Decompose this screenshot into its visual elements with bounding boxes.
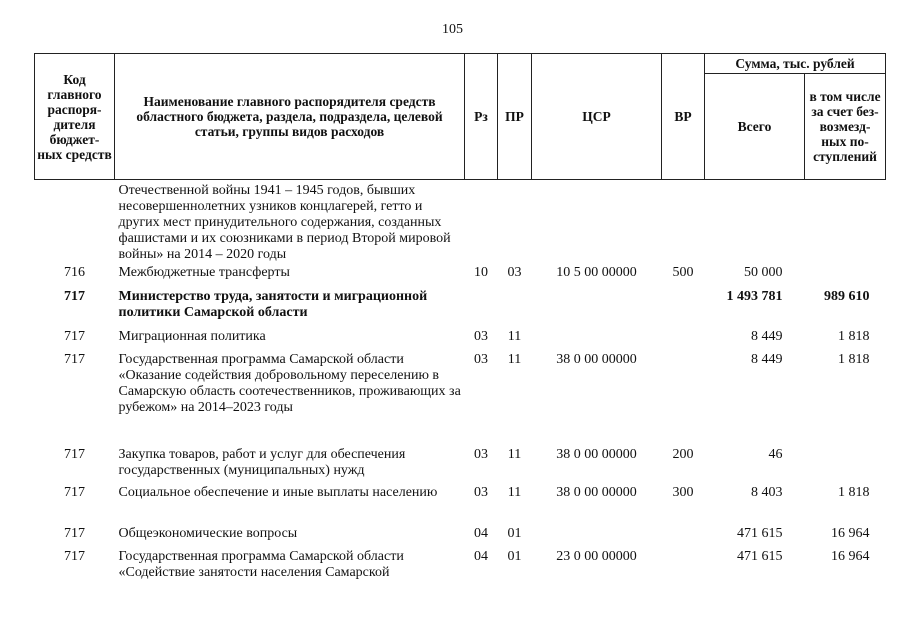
page-number: 105 [442,22,463,37]
row-code: 717 [64,525,85,541]
row-name: Государственная программа Самарской области «Содействие занятости населения Самарской [118,548,404,580]
row-grants [805,265,886,289]
row-pr: 03 [507,264,522,280]
table-row [35,447,886,485]
row-vr [662,352,705,447]
row-pr: 01 [507,548,522,564]
row-rz: 03 [474,484,488,500]
row-vr [662,526,705,549]
row-pr: 01 [507,525,522,541]
row-total: 471 615 [737,548,783,564]
row-vr: 500 [672,264,694,280]
row-pr: 11 [507,446,522,462]
row-code: 717 [64,484,85,500]
row-name: Министерство труда, занятости и миграционной политики Самарской области [118,288,428,320]
row-rz: 04 [474,548,488,564]
row-total: 471 615 [737,525,783,541]
row-rz: 03 [474,328,488,344]
row-name: Миграционная политика [118,328,266,344]
table-row [35,526,886,549]
row-grants [805,447,886,485]
row-total: 8 403 [751,484,783,500]
row-code: 717 [64,446,85,462]
header-vr: ВР [662,54,705,180]
table-row [35,485,886,526]
row-name: Общеэкономические вопросы [118,525,298,541]
row-csr: 38 0 00 00000 [556,446,637,462]
header-sum-group: Сумма, тыс. рублей [705,54,886,74]
row-code: 717 [64,288,85,304]
row-code: 717 [64,548,85,564]
header-name: Наименование главного распорядителя средств областного бюджета, раздела, подраздела, целевой статьи, группы видов расходов [115,54,465,180]
header-csr: ЦСР [532,54,662,180]
row-rz: 03 [474,351,488,367]
row-csr [532,329,662,352]
table-row [35,352,886,447]
row-csr: 23 0 00 00000 [556,548,637,564]
row-rz: 03 [474,446,488,462]
row-rz [465,289,498,329]
row-csr: 10 5 00 00000 [556,264,637,280]
row-total: 8 449 [751,328,783,344]
row-grants: 1 818 [838,351,870,367]
header-pr: ПР [498,54,532,180]
row-grants: 1 818 [838,328,870,344]
row-pr: 11 [507,484,522,500]
row-csr [532,180,662,265]
table-row [35,549,886,587]
row-vr [662,329,705,352]
row-grants: 989 610 [824,288,870,304]
row-pr: 11 [507,351,522,367]
header-rz: Рз [465,54,498,180]
row-name: Межбюджетные трансферты [118,264,290,280]
header-grants: в том числе за счет без- возмезд- ных по- ступлений [805,74,886,180]
row-total: 1 493 781 [726,288,783,304]
budget-table [34,53,886,587]
row-grants: 16 964 [831,548,870,564]
row-vr: 200 [672,446,694,462]
row-total: 50 000 [744,264,783,280]
row-total [705,180,805,265]
row-rz [465,180,498,265]
row-rz: 10 [474,264,488,280]
row-pr [498,289,532,329]
header-code: Код главного распоря- дителя бюджет- ных средств [35,54,115,180]
row-code: 717 [64,328,85,344]
row-total: 46 [768,446,783,462]
row-csr: 38 0 00 00000 [556,351,637,367]
row-pr [498,180,532,265]
row-grants [805,180,886,265]
row-vr [662,289,705,329]
row-csr [532,526,662,549]
row-grants: 16 964 [831,525,870,541]
row-vr [662,549,705,587]
row-vr: 300 [672,484,694,500]
header-total: Всего [705,74,805,180]
row-code: 717 [64,351,85,367]
row-total: 8 449 [751,351,783,367]
table-row [35,289,886,329]
row-name: Социальное обеспечение и иные выплаты населению [118,484,438,500]
table-row [35,180,886,265]
table-row [35,329,886,352]
row-pr: 11 [507,328,522,344]
row-vr [662,180,705,265]
row-name: Отечественной войны 1941 – 1945 годов, бывших несовершеннолетних узников концлагерей, гетто и других мест принудительного содержания, созданных фашистами и их союзниками в период Второй мировой войны» на 2014 – 2020 годы [118,183,451,262]
row-rz: 04 [474,525,488,541]
row-csr: 38 0 00 00000 [556,484,637,500]
row-code [35,180,115,265]
row-csr [532,289,662,329]
row-name: Закупка товаров, работ и услуг для обеспечения государственных (муниципальных) нужд [118,446,406,478]
table-row [35,265,886,289]
row-name: Государственная программа Самарской области «Оказание содействия добровольному переселению в Самарскую область соотечественников, проживающих за рубежом» на 2014–2023 годы [118,351,461,415]
row-grants: 1 818 [838,484,870,500]
row-code: 716 [64,264,85,280]
